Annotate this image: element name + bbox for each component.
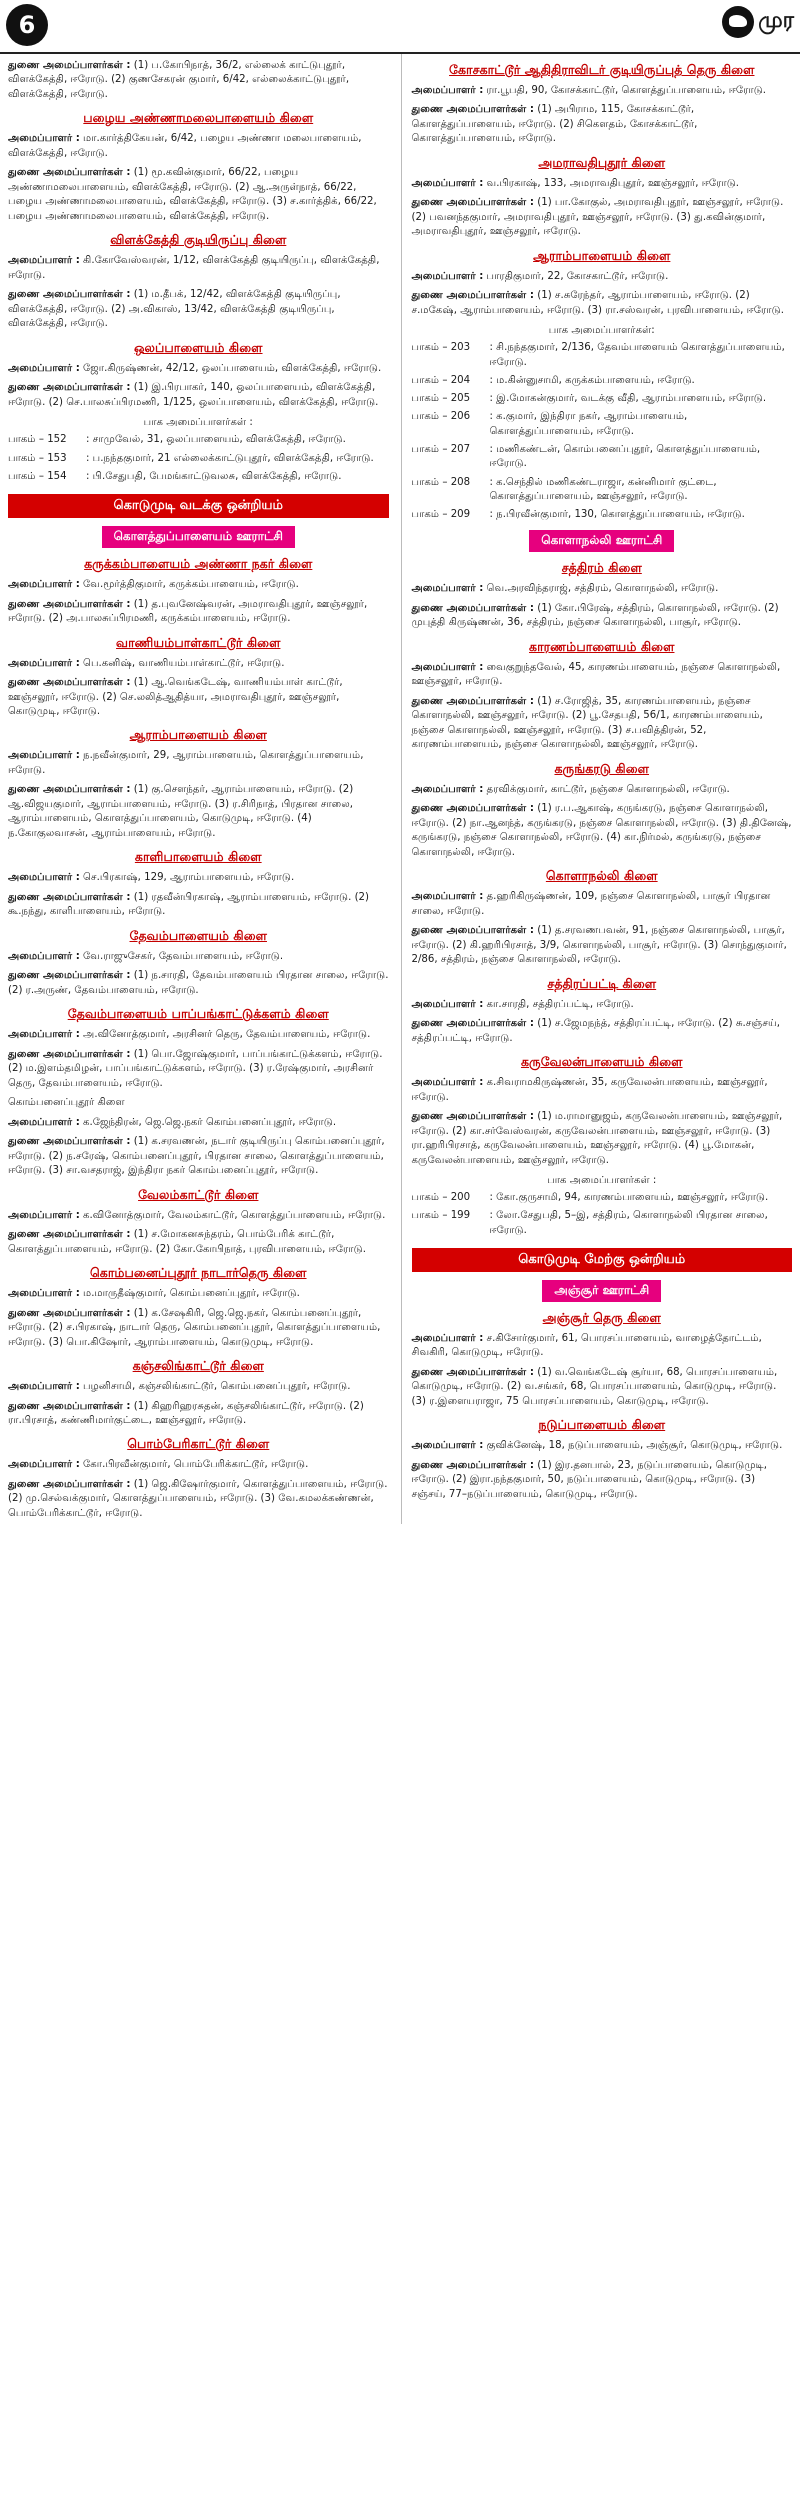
member-details: (1) க.சேஷகிரி, ஜெ.ஜெ.நகர், கொம்பனைப்புதூர், ஈரோடு. (2) ச.பிரகாஷ், நாடார் தெரு, கொம்பனைப்புதூர், கொளத்துப்பாளையம், ஈரோடு. (3) பொ.கிஷோர், ஆராம்பாளையம், கொடுமுடி, ஈரோடு. [8, 1307, 381, 1348]
member-details: (1) அபிராம, 115, கோசக்காட்டூர், கொளத்துப்பாளையம், ஈரோடு. (2) சிகௌதம், கோசக்காட்டூர், கொளத்துப்பாளையம், ஈரோடு. [411, 104, 698, 145]
member-details: ஜோ.கிருஷ்ணன், 42/12, ஒலப்பாளையம், விளக்கேத்தி, ஈரோடு. [83, 362, 382, 374]
office-bearer-entry [412, 84, 793, 98]
member-details: மா.கார்த்திகேயன், 6/42, பழைய அண்ணா மலைபாளையம், விளக்கேத்தி, ஈரோடு. [8, 133, 362, 159]
member-details: (1) ச.ஜேமநந்த், சத்திரப்பட்டி, ஈரோடு. (2) சு.சஞ்சய், சத்திரப்பட்டி, ஈரோடு. [411, 1018, 780, 1044]
branch-heading: கோசகாட்டூர் ஆதிதிராவிடர் குடியிருப்புத் தெரு கிளை [449, 62, 755, 77]
role-label: துணை அமைப்பாளர்கள் : [411, 1111, 534, 1123]
role-label: துணை அமைப்பாளர்கள் : [8, 1307, 131, 1319]
ward-entry [412, 392, 793, 406]
ward-entry [8, 452, 389, 466]
office-bearer-entry [8, 783, 389, 841]
role-label: அமைப்பாளர் : [8, 950, 80, 962]
role-label: துணை அமைப்பாளர்கள் : [8, 167, 131, 179]
ward-entry [412, 1209, 793, 1238]
ward-entry [412, 443, 793, 472]
member-details: கோ.பிரவீன்குமார், பொம்பேரிக்காட்டூர், ஈரோடு. [83, 1459, 309, 1471]
role-label: துணை அமைப்பாளர்கள் : [8, 382, 131, 394]
member-details: பழனிசாமி, கஞ்சலிங்காட்டூர், கொம்பனைப்புதூர், ஈரோடு. [83, 1381, 351, 1393]
ward-entry [412, 374, 793, 388]
office-bearer-entry [8, 1209, 389, 1223]
office-bearer-entry [412, 289, 793, 318]
ward-details: : சி.நந்தகுமார், 2/136, தேவம்பாளையம் கொளத்துப்பாளையம், ஈரோடு. [489, 342, 785, 368]
office-bearer-entry [8, 578, 389, 592]
ward-details: : க.செந்தில் மணிகண்டராஜா, கன்னிமார் குட்டை, கொளத்துப்பாளையம், ஊஞ்சலூர், ஈரோடு. [489, 476, 717, 502]
ward-details: : கோ.குருசாமி, 94, காரணம்பாளையம், ஊஞ்சலூர், ஈரோடு. [489, 1191, 769, 1203]
office-bearer-entry [8, 1287, 389, 1301]
role-label: அமைப்பாளர் : [8, 579, 80, 591]
member-details: (1) த.சரவணபவன், 91, நஞ்சை கொளாநல்லி, பாசூர், ஈரோடு. (2) கி.ஹரிபிரசாத், 3/9, கொளாநல்லி, பாசூர், ஈரோடு. (3) சொந்துகுமார், 2/86, சத்திரம், நஞ்சை கொளாநல்லி, ஈரோடு. [411, 925, 787, 966]
role-label: துணை அமைப்பாளர்கள் : [411, 803, 534, 815]
branch-heading: நடுப்பாளையம் கிளை [538, 1417, 666, 1433]
member-details: க.ஜேந்திரன், ஜெ.ஜெ.நகர் கொம்பனைப்புதூர், ஈரோடு. [83, 1116, 337, 1128]
role-label: துணை அமைப்பாளர்கள் : [8, 598, 131, 610]
branch-heading: பொம்பேரிகாட்டூர் கிளை [127, 1436, 270, 1452]
ward-number: பாகம் – 154 [8, 470, 67, 482]
ward-number: பாகம் – 203 [411, 342, 471, 354]
member-details: (1) ர.ப.ஆகாஷ், கருங்கரடு, நஞ்சை கொளாநல்லி, ஈரோடு. (2) நா.ஆனந்த், கருங்கரடு, நஞ்சை கொளாநல்லி, ஈரோடு. (3) தி.தினேஷ், கருங்கரடு, நஞ்சை கொளாநல்லி, ஈரோடு. (4) கா.நிர்மல், கருங்கரடு, நஞ்சை கொளாநல்லி, ஈரோடு. [411, 803, 792, 858]
office-bearer-entry [8, 749, 389, 778]
branch-heading: தேவம்பாளையம் கிளை [129, 927, 267, 943]
office-bearer-entry [8, 1228, 389, 1257]
office-bearer-entry [8, 1135, 389, 1178]
member-details: வெ.அரவிந்தராஜ், சத்திரம், கொளாநல்லி, ஈரோடு. [486, 583, 719, 595]
office-bearer-entry [412, 582, 793, 596]
branch-heading: ஆராம்பாளையம் கிளை [533, 247, 671, 263]
ward-entry [8, 433, 389, 447]
role-label: துணை அமைப்பாளர்கள் : [411, 1459, 534, 1471]
office-bearer-entry [412, 924, 793, 967]
role-label: அமைப்பாளர் : [8, 1288, 80, 1300]
member-details: (1) வ.வெங்கடேஷ் சூர்யா, 68, பொரசப்பாளையம், கொடுமுடி, ஈரோடு. (2) வ.சங்கர், 68, பொரசப்பாளையம், கொடுமுடி, ஈரோடு. (3) ர.இளையராஜா, 75 பொரசப்பாளையம், கொடுமுடி, ஈரோடு. [411, 1366, 778, 1407]
elephant-logo-icon [722, 6, 754, 38]
role-label: துணை அமைப்பாளர்கள் : [411, 1366, 534, 1378]
member-details: ச.கிசோர்குமார், 61, பொரசப்பாளையம், வாழைத்தோட்டம், சிவகிரி, கொடுமுடி, ஈரோடு. [411, 1332, 762, 1359]
ward-details: : ப.நந்தகுமார், 21 எல்லைக்காட்டுபுதூர், விளக்கேத்தி, ஈரோடு. [86, 452, 374, 464]
branch-heading: காரணம்பாளையம் கிளை [529, 638, 675, 654]
member-details: (1) த.புவனேஷ்வரன், அமராவதிபுதூர், ஊஞ்சலூர், ஈரோடு. (2) அ.பாலசுப்பிரமணி, கருக்கம்பாளையம், ஈரோடு. [8, 598, 368, 625]
office-bearer-entry [412, 802, 793, 860]
masthead-text: முர [758, 8, 794, 33]
role-label: அமைப்பாளர் : [8, 255, 80, 267]
office-bearer-entry [8, 254, 389, 283]
member-details: (1) ஜெ.கிஷோர்குமார், கொளத்துப்பாளையம், ஈரோடு. (2) மு.செல்வக்குமார், கொளத்துப்பாளையம், ஈரோடு. (3) வே.கமலக்கண்ணன், பொம்பேரிக்காட்டூர், ஈரோடு. [8, 1478, 388, 1519]
union-banner: கொடுமுடி மேற்கு ஒன்றியம் [412, 1248, 793, 1272]
role-label: அமைப்பாளர் : [8, 872, 80, 884]
office-bearer-entry [8, 132, 389, 161]
ward-number: பாகம் – 199 [411, 1210, 471, 1222]
member-details: தரவிக்குமார், காட்டூர், நஞ்சை கொளாநல்லி, ஈரோடு. [486, 783, 730, 795]
member-details: (1) க.சரவணன், நடார் குடியிருப்பு கொம்பனைப்புதூர், ஈரோடு. (2) ந.சரேஷ், கொம்பனைப்புதூர், பிரதான சாலை, கொளத்துப்பாளையம், ஈரோடு. (3) சா.வசதராஜ், இந்திரா நகர் கொம்பனைப்புதூர், ஈரோடு. [8, 1136, 385, 1177]
office-bearer-entry [8, 657, 389, 671]
role-label: அமைப்பாளர் : [8, 133, 80, 145]
member-details: கா.சாரதி, சத்திரப்பட்டி, ஈரோடு. [486, 998, 634, 1010]
role-label: அமைப்பாளர் : [8, 1459, 80, 1471]
member-details: (1) ம.ராமானுஜம், கருவேலன்பாளையம், ஊஞ்சலூர், ஈரோடு. (2) கா.சர்வேஸ்வரன், கருவேலன்பாளையம், ஊஞ்சலூர், ஈரோடு. (3) ரா.ஹரிபிரசாத், கருவேலன்பாளையம், ஊஞ்சலூர், ஈரோடு. (4) பூ.மோகன், கருவேலன்பாளையம், ஊஞ்சலூர், ஈரோடு. [411, 1111, 783, 1166]
office-bearer-entry [412, 270, 793, 284]
office-bearer-entry [8, 288, 389, 331]
role-label: அமைப்பாளர் : [411, 270, 484, 282]
branch-heading: கருவேலன்பாளையம் கிளை [520, 1054, 683, 1070]
ward-number: பாகம் – 208 [411, 476, 471, 488]
member-details: வே.மூர்த்திகுமார், கருக்கம்பாளையம், ஈரோடு. [83, 579, 299, 591]
member-details: (1) ந.சாரதி, தேவம்பாளையம் பிரதான சாலை, ஈரோடு. (2) ர.அருண், தேவம்பாளையம், ஈரோடு. [8, 970, 389, 996]
ward-number: பாகம் – 153 [8, 452, 67, 464]
branch-heading: அமராவதிபுதூர் கிளை [538, 154, 666, 170]
role-label: துணை அமைப்பாளர்கள் : [411, 197, 534, 209]
ward-number: பாகம் – 206 [411, 411, 471, 423]
branch-heading: கருங்கரடு கிளை [554, 760, 650, 776]
member-details: குவிக்னேஷ், 18, நடுப்பாளையம், அஞ்சூர், கொடுமுடி, ஈரோடு. [486, 1440, 783, 1452]
ward-entry [412, 1191, 793, 1205]
ward-entry [412, 341, 793, 370]
member-details: க.வினோத்குமார், வேலம்காட்டூர், கொளத்துப்பாளையம், ஈரோடு. [83, 1209, 386, 1221]
member-details: (1) ச.ரோஜித், 35, காரணம்பாளையம், நஞ்சை கொளாநல்லி, ஊஞ்சலூர், ஈரோடு. (2) பூ.சேதபதி, 56/1, காரணம்பாளையம், நஞ்சை கொளாநல்லி, ஊஞ்சலூர், ஈரோடு. (3) ச.பவித்திரன், 52, காரணம்பாளையம், நஞ்சை கொளாநல்லி, ஊஞ்சலூர், ஈரோடு. [411, 695, 763, 751]
ward-details: : சாமுவேல், 31, ஒலப்பாளையம், விளக்கேத்தி, ஈரோடு. [86, 434, 346, 446]
role-label: துணை அமைப்பாளர்கள் : [8, 970, 131, 982]
member-details: வ.பிரகாஷ், 133, அமராவதிபுதூர், ஊஞ்சலூர், ஈரோடு. [486, 177, 740, 189]
page-number: 6 [6, 4, 48, 46]
ward-details: : லோ.சேதுபதி, 5–இ, சத்திரம், கொளாநல்லி பிரதான சாலை, ஈரோடு. [489, 1210, 768, 1236]
role-label: அமைப்பாளர் : [411, 177, 484, 189]
office-bearer-entry [8, 1028, 389, 1042]
branch-heading: அஞ்சூர் தெரு கிளை [542, 1309, 661, 1325]
ward-entry [8, 470, 389, 484]
branch-heading: பழைய அண்ணாமலைபாளையம் கிளை [83, 110, 314, 126]
role-label: துணை அமைப்பாளர்கள் : [411, 104, 534, 116]
ward-details: : ந.பிரவீன்குமார், 130, கொளத்துப்பாளையம், ஈரோடு. [489, 509, 745, 521]
office-bearer-entry [412, 1076, 793, 1105]
ward-entry [412, 410, 793, 439]
member-details: (1) இர.தனபால், 23, நடுப்பாளையம், கொடுமுடி, ஈரோடு. (2) இரா.நந்தகுமார், 50, நடுப்பாளையம், கொடுமுடி, ஈரோடு. (3) சஞ்சய், 77–நடுப்பாளையம், கொடுமுடி, ஈரோடு. [411, 1459, 767, 1500]
office-bearer-entry [8, 1380, 389, 1394]
member-details: (1) கோ.பிரேஷ், சத்திரம், கொளாநல்லி, ஈரோடு. (2) முபுத்தி கிருஷ்ணன், 36, சத்திரம், நஞ்சை கொளாநல்லி, பாசூர், ஈரோடு. [411, 602, 779, 629]
office-bearer-entry [412, 1439, 793, 1453]
office-bearer-entry [8, 1458, 389, 1472]
role-label: அமைப்பாளர் : [411, 1440, 484, 1452]
member-details: வைகுறுந்தவேல், 45, காரணம்பாளையம், நஞ்சை கொளாநல்லி, ஊஞ்சலூர், ஈரோடு. [411, 661, 781, 688]
role-label: துணை அமைப்பாளர்கள் : [8, 60, 131, 71]
branch-heading: சத்திரப்பட்டி கிளை [547, 975, 657, 991]
member-details: க.சிவராமகிருஷ்ணன், 35, கருவேலன்பாளையம், ஊஞ்சலூர், ஈரோடு. [411, 1077, 768, 1103]
member-details: (1) பா.கோகுல், அமராவதிபுதூர், ஊஞ்சலூர், ஈரோடு. (2) பவனந்தகுமார், அமராவதிபுதூர், ஊஞ்சலூர், ஈரோடு. (3) து.கவின்குமார், அமராவதிபுதூர், ஊஞ்சலூர், ஈரோடு. [411, 197, 784, 238]
role-label: துணை அமைப்பாளர்கள் : [8, 1400, 131, 1412]
branch-heading: கஞ்சலிங்காட்டூர் கிளை [132, 1358, 264, 1374]
office-bearer-entry [412, 103, 793, 146]
branch-heading: விளக்கேத்தி குடியிருப்பு கிளை [110, 232, 287, 248]
panchayat-label: அஞ்சூர் ஊராட்சி [542, 1280, 661, 1302]
office-bearer-entry [8, 950, 389, 964]
ward-number: பாகம் – 152 [8, 434, 67, 446]
member-details: பெ.கனிஷ், வாணியம்பாள்காட்டூர், ஈரோடு. [83, 657, 285, 669]
role-label: துணை அமைப்பாளர்கள் : [8, 1048, 131, 1060]
member-details: அ.வினோத்குமார், அரசினர் தெரு, தேவம்பாளையம், ஈரோடு. [83, 1029, 371, 1041]
member-details: ந.நவீன்குமார், 29, ஆராம்பாளையம், கொளத்துப்பாளையம், ஈரோடு. [8, 750, 364, 776]
member-details: செ.பிரகாஷ், 129, ஆராம்பாளையம், ஈரோடு. [83, 872, 295, 884]
office-bearer-entry [412, 998, 793, 1012]
member-details: ரா.பூபதி, 90, கோசக்காட்டூர், கொளத்துப்பாளையம், ஈரோடு. [486, 85, 767, 96]
role-label: அமைப்பாளர் : [8, 362, 80, 374]
branch-heading: தேவம்பாளையம் பாப்பங்காட்டுக்களம் கிளை [67, 1006, 329, 1022]
role-label: அமைப்பாளர் : [8, 1381, 80, 1393]
union-banner: கொடுமுடி வடக்கு ஒன்றியம் [8, 494, 389, 518]
role-label: துணை அமைப்பாளர்கள் : [8, 677, 131, 689]
office-bearer-entry [412, 1366, 793, 1409]
role-label: அமைப்பாளர் : [411, 85, 484, 96]
role-label: துணை அமைப்பாளர்கள் : [8, 784, 131, 796]
left-column [8, 54, 389, 1524]
role-label: துணை அமைப்பாளர்கள் : [411, 1018, 534, 1030]
role-label: துணை அமைப்பாளர்கள் : [8, 1229, 131, 1241]
ward-number: பாகம் – 205 [411, 393, 471, 405]
office-bearer-entry [8, 969, 389, 998]
office-bearer-entry [412, 890, 793, 919]
role-label: அமைப்பாளர் : [8, 750, 80, 762]
member-details: (1) ரதவீன்பிரகாஷ், ஆராம்பாளையம், ஈரோடு. (2) கூ.நந்து, காளிபாளையம், ஈரோடு. [8, 891, 370, 918]
office-bearer-entry [412, 602, 793, 631]
office-bearer-entry [412, 783, 793, 797]
office-bearer-entry [8, 1400, 389, 1429]
ward-number: பாகம் – 209 [411, 509, 471, 521]
office-bearer-entry [8, 1478, 389, 1521]
role-label: துணை அமைப்பாளர்கள் : [8, 1478, 131, 1490]
role-label: அமைப்பாளர் : [8, 1209, 80, 1221]
office-bearer-entry [8, 891, 389, 920]
branch-heading: காளிபாளையம் கிளை [134, 849, 262, 865]
office-bearer-entry [412, 1017, 793, 1046]
member-details: ம.மாருதீஷ்குமார், கொம்பனைப்புதூர், ஈரோடு. [83, 1288, 300, 1300]
member-details: வே.ராஜுசேகர், தேவம்பாளையம், ஈரோடு. [83, 950, 284, 962]
office-bearer-entry [412, 1332, 793, 1361]
member-details: (1) மூ.கவின்குமார், 66/22, பழைய அண்ணாமலைபாளையம், விளக்கேத்தி, ஈரோடு. (2) ஆ.அருள்நாத், 66/22, பழைய அண்ணாமலைபாளையம், விளக்கேத்தி, ஈரோடு. (3) ச.கார்த்திக், 66/22, பழைய அண்ணாமலைபாளையம், விளக்கேத்தி, ஈரோடு. [8, 167, 377, 222]
office-bearer-entry [8, 598, 389, 627]
office-bearer-entry [8, 362, 389, 376]
member-details: (1) ப.கோபிநாத், 36/2, எல்லைக் காட்டுபுதூர், விளக்கேத்தி, ஈரோடு. (2) குணசேகரன் குமார், 6/42, எல்லைக்காட்டுபுதூர், விளக்கேத்தி, ஈரோடு. [8, 60, 350, 100]
role-label: அமைப்பாளர் : [411, 583, 484, 595]
member-details: (1) பொ.ஜோஷ்குமார், பாப்பங்காட்டுக்களம், ஈரோடு. (2) ம.இளம்தமிழன், பாப்பங்காட்டுக்களம், ஈரோடு. (3) ர.ரேஷ்குமார், அரசினர் தெரு, தேவம்பாளையம், ஈரோடு. [8, 1048, 383, 1089]
right-column [401, 54, 793, 1524]
role-label: துணை அமைப்பாளர்கள் : [8, 289, 131, 301]
ward-number: பாகம் – 207 [411, 444, 471, 456]
office-bearer-entry [412, 177, 793, 191]
role-label: துணை அமைப்பாளர்கள் : [411, 290, 534, 302]
office-bearer-entry [8, 166, 389, 224]
office-bearer-entry [8, 1048, 389, 1091]
ward-entry [412, 508, 793, 522]
role-label: துணை அமைப்பாளர்கள் : [411, 695, 534, 707]
member-details: (1) ச.சுரேந்தர், ஆராம்பாளையம், ஈரோடு. (2) ச.மகேஷ், ஆராம்பாளையம், ஈரோடு. (3) ரா.சஸ்வரன், புரவிபாளையம், ஈரோடு. [411, 290, 784, 316]
member-details: பாரதிகுமார், 22, கோசகாட்டூர், ஈரோடு. [486, 270, 669, 282]
role-label: துணை அமைப்பாளர்கள் : [411, 602, 534, 614]
office-bearer-entry [8, 871, 389, 885]
member-details: (1) ம.தீபக், 12/42, விளக்கேத்தி குடியிருப்பு, விளக்கேத்தி, ஈரோடு. (2) அ.விகாஸ், 13/42, விளக்கேத்தி குடியிருப்பு, விளக்கேத்தி, ஈரோடு. [8, 289, 341, 330]
office-bearer-entry [8, 676, 389, 719]
office-bearer-entry [8, 1116, 389, 1130]
office-bearer-entry [412, 1459, 793, 1502]
branch-heading: கொம்பனைப்புதூர் நாடார்தெரு கிளை [89, 1265, 307, 1281]
member-details: (1) ச.மோகனசுந்தரம், பொம்பேரிக் காட்டூர், கொளத்துப்பாளையம், ஈரோடு. (2) கோ.கோபிநாத், புரவிபாளையம், ஈரோடு. [8, 1229, 366, 1255]
page-header [0, 0, 800, 54]
member-details: (1) கு.சௌந்தர், ஆராம்பாளையம், ஈரோடு. (2) ஆ.விஜயகுமார், ஆராம்பாளையம், ஈரோடு. (3) ர.சிரிநாத், பிரதான சாலை, ஆராம்பாளையம், கொளத்துப்பாளையம், கொடுமுடி, ஈரோடு. (4) ந.கோகுலவாசன், ஆராம்பாளையம், ஈரோடு. [8, 784, 354, 839]
office-bearer-entry [8, 381, 389, 410]
branch-heading: கருக்கம்பாளையம் அண்ணா நகர் கிளை [84, 556, 313, 572]
role-label: அமைப்பாளர் : [411, 998, 484, 1010]
panchayat-label: கொளத்துப்பாளையம் ஊராட்சி [102, 526, 295, 548]
role-label: அமைப்பாளர் : [411, 1332, 484, 1344]
role-label: அமைப்பாளர் : [411, 661, 484, 673]
office-bearer-entry [8, 59, 389, 102]
ward-section-heading: பாக அமைப்பாளர்கள் : [547, 1174, 657, 1186]
ward-details: : மணிகண்டன், கொம்பனைப்புதூர், கொளத்துப்பாளையம், ஈரோடு. [489, 444, 761, 470]
role-label: அமைப்பாளர் : [411, 783, 484, 795]
role-label: துணை அமைப்பாளர்கள் : [8, 891, 131, 903]
role-label: அமைப்பாளர் : [8, 1029, 80, 1041]
branch-heading: கொம்பனைப்புதூர் கிளை [8, 1097, 125, 1109]
branch-heading: வாணியம்பாள்காட்டூர் கிளை [116, 634, 281, 650]
member-details: த.ஹரிகிருஷ்ணன், 109, நஞ்சை கொளாநல்லி, பாசூர் பிரதான சாலை, ஈரோடு. [411, 891, 771, 917]
office-bearer-entry [8, 1307, 389, 1350]
office-bearer-entry [412, 1110, 793, 1168]
ward-details: : இ.மோகன்குமார், வடக்கு வீதி, ஆராம்பாளையம், ஈரோடு. [489, 393, 767, 405]
branch-heading: வேலம்காட்டூர் கிளை [138, 1186, 259, 1202]
member-details: (1) இ.பிரபாகர், 140, ஒலப்பாளையம், விளக்கேத்தி, ஈரோடு. (2) செ.பாலசுப்பிரமணி, 1/125, ஒலப்பாளையம், விளக்கேத்தி, ஈரோடு. [8, 382, 379, 408]
role-label: அமைப்பாளர் : [8, 1116, 80, 1128]
office-bearer-entry [412, 695, 793, 753]
branch-heading: ஒலப்பாளையம் கிளை [133, 339, 263, 355]
member-details: (1) கிஹரிஹரசுதன், கஞ்சலிங்காட்டூர், ஈரோடு. (2) ரா.பிரசாத், கண்ணிமார்குட்டை, ஊஞ்சலூர், ஈரோடு. [8, 1400, 364, 1426]
ward-details: : ம.கின்னுசாமி, கருக்கம்பாளையம், ஈரோடு. [489, 374, 695, 386]
role-label: அமைப்பாளர் : [411, 1077, 484, 1089]
branch-heading: சத்திரம் கிளை [561, 560, 642, 576]
branch-heading: ஆராம்பாளையம் கிளை [129, 727, 267, 743]
ward-number: பாகம் – 200 [411, 1191, 471, 1203]
ward-number: பாகம் – 204 [411, 374, 471, 386]
ward-details: : பி.சேதுபதி, பேமங்காட்டுவலசு, விளக்கேத்தி, ஈரோடு. [86, 470, 342, 482]
office-bearer-entry [412, 196, 793, 239]
office-bearer-entry [412, 661, 793, 690]
member-details: (1) ஆ.வெங்கடேஷ், வாணியம்பாள் காட்டூர், ஊஞ்சலூர், ஈரோடு. (2) செ.லலித்ஆதித்யா, அமராவதிபுதூர், ஊஞ்சலூர், கொடுமுடி, ஈரோடு. [8, 677, 343, 717]
ward-section-heading: பாக அமைப்பாளர்கள் : [143, 417, 253, 429]
role-label: அமைப்பாளர் : [8, 657, 80, 669]
panchayat-label: கொளாநல்லி ஊராட்சி [529, 530, 674, 552]
role-label: துணை அமைப்பாளர்கள் : [411, 925, 534, 937]
content-columns [0, 54, 800, 1524]
ward-details: : க.குமார், இந்திரா நகர், ஆராம்பாளையம், கொளத்துப்பாளையம், ஈரோடு. [489, 411, 688, 437]
role-label: துணை அமைப்பாளர்கள் : [8, 1136, 131, 1148]
member-details: கி.கோவேஸ்வரன், 1/12, விளக்கேத்தி குடியிருப்பு, விளக்கேத்தி, ஈரோடு. [8, 255, 380, 281]
ward-entry [412, 476, 793, 505]
ward-section-heading: பாக அமைப்பாளர்கள்: [548, 325, 655, 337]
masthead-logo [722, 6, 794, 38]
role-label: அமைப்பாளர் : [411, 891, 484, 903]
branch-heading: கொளாநல்லி கிளை [545, 868, 658, 884]
